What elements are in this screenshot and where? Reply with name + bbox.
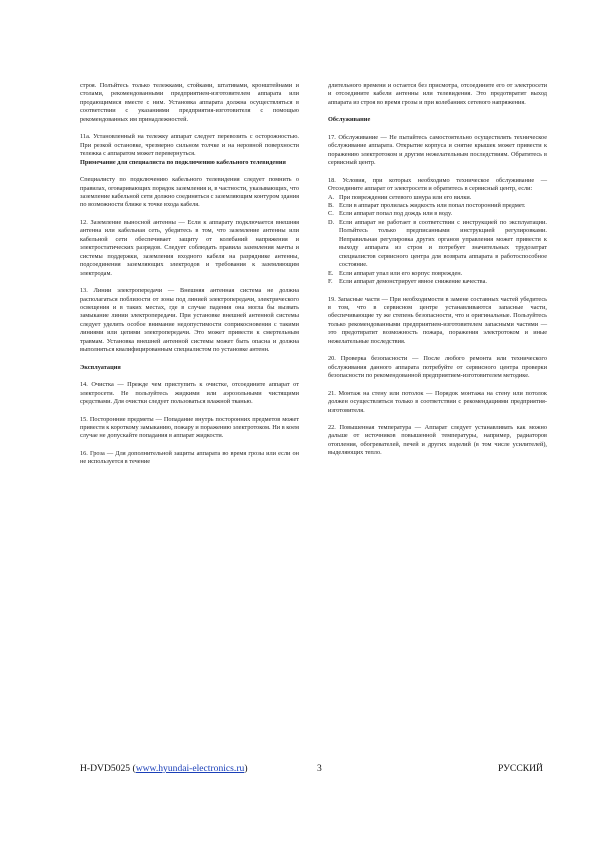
paragraph-18-service-conditions: 18. Условия, при которых необходимо техническое обслуживание — Отсоедините аппарат от электросети и обратитесь в сервисный центр, если: (328, 176, 547, 193)
paragraph-storm-continued: длительного времени и остается без присмотра, отсоедините его от электросети и отсоедините кабели антенны или телевидения. Это предотвратит выход аппарата из строя во время грозы и при колебаниях сетевого напряжения. (328, 82, 547, 106)
list-text: Если в аппарат пролилась жидкость или попал посторонний предмет. (339, 201, 526, 209)
list-marker: A. (328, 193, 335, 201)
paragraph-21-mounting: 21. Монтаж на стену или потолок — Порядок монтажа на стену или потолок должен осуществляться только в соответствии с рекомендациями предприятия-изготовителя. (328, 389, 547, 414)
language-label: РУССКИЙ (498, 763, 543, 774)
list-marker: B. (328, 201, 334, 209)
footer-model: H-DVD5025 (www.hyundai-electronics.ru) (80, 763, 248, 774)
paragraph-20-safety-check: 20. Проверка безопасности — После любого ремонта или технического обслуживания данного аппарата потребуйте от сервисного центра проверки безопасности по рекомендованной предприятием-изготовителем методике. (328, 355, 547, 380)
list-text: Если аппарат попал под дождь или в воду. (339, 210, 453, 218)
paragraph-16-storm: 16. Гроза — Для дополнительной защиты аппарата во время грозы или если он не используется в течение (80, 449, 299, 466)
paragraph-15-objects: 15. Посторонние предметы — Попадание внутрь посторонних предметов может привести к короткому замыканию, пожару и поражению электротоком. Ни в коем случае не допускайте попадания в аппарат жидкости. (80, 415, 299, 440)
paragraph-cable-grounding: Специалисту по подключению кабельного телевидения следует помнить о правилах, оговаривающих порядок заземления и, в частности, указывающих, что заземление кабельной сети должно соединяться с заземляющим контуром здания по возможности ближе к точке входа кабеля. (80, 176, 299, 209)
paragraph-13-power-lines: 13. Линии электропередачи — Внешняя антенная система не должна располагаться поблизости от зоны под линией электропередачи, электрического освещения и в таких местах, где в случае падения она могла бы вызвать замыкание линии электропередачи. При установке внешней антенной системы следует уделить особое внимание недопустимости соприкосновения с такими линиями или цепями электропередачи. Это может привести к смертельным травмам. Установка внешней антенной системы может быть опасна и должна выполняться квалифицированным специалистом по установке антенн. (80, 287, 299, 354)
list-item (328, 219, 547, 270)
list-text: Если аппарат упал или его корпус поврежден. (339, 269, 463, 277)
paragraph-stands: строя. Полъйтесь только тележками, стойками, штативами, кронштейнами и столами, рекомендованными предприятием-изготовителем аппарата или продающимися вместе с ним. Установка аппарата должна осуществляться в соответствии с указаниями предприятия-изготовителя с помощью рекомендованных им принадлежностей. (80, 82, 299, 123)
paragraph-14-cleaning: 14. Очистка — Прежде чем приступить к очистке, отсоедините аппарат от электросети. Не пользуйтесь жидкими или аэрозольными чистящими средствами. Для очистки следует пользоваться влажной тканью. (80, 381, 299, 406)
heading-cable-note: Примечание для специалиста по подключению кабельного телевидения (80, 158, 286, 166)
list-marker: C. (328, 210, 334, 218)
list-item (328, 210, 547, 218)
right-column (328, 82, 547, 458)
service-conditions-list (328, 194, 547, 287)
paragraph-11a-cart: 11а. Установленный на тележку аппарат следует перевозить с осторожностью. При резкой остановке, чрезмерно сильном толчке и на неровной поверхности тележка с аппаратом может перевернуться. (80, 133, 299, 158)
paragraph-12-antenna-grounding: 12. Заземление выносной антенны — Если к аппарату подключается внешняя антенна или кабельная сеть, убедитесь в том, что заземление антенны или кабельной сети обеспечивает защиту от колебаний напряжения и электростатических разрядов. Следует соблюдать правила заземления мачты и системы поддержки, заземления входного кабеля на разряднике антенны, подсоединения заземляющих электродов и требования к заземляющим электродам. (80, 218, 299, 277)
list-text: Если аппарат демонстрирует явное снижение качества. (339, 278, 487, 286)
list-marker: D. (328, 218, 335, 226)
paragraph-19-spare-parts: 19. Запасные части — При необходимости в замене составных частей убедитесь в том, что в сервисном центре устанавливаются запасные части, обеспечивающие ту же степень безопасности, что и оригинальные. Пользуйтесь только рекомендованными предприятием-изготовителем запасными частями — это предотвратит возможность пожара, поражения электротоком и иные нежелательные последствия. (328, 295, 547, 345)
left-column (80, 82, 299, 467)
list-text: При повреждении сетевого шнура или его вилки. (339, 193, 472, 201)
page-footer (80, 763, 545, 775)
paragraph-22-temperature: 22. Повышенная температура — Аппарат следует устанавливать как можно дальше от источников повышенной температуры, например, радиаторов отопления, обогревателей, печей и других изделий (в том числе усилителей), выделяющих тепло. (328, 423, 547, 457)
website-link[interactable]: www.hyundai-electronics.ru (135, 763, 245, 774)
list-item (328, 270, 547, 278)
list-marker: E. (328, 269, 334, 277)
heading-service: Обслуживание (328, 116, 371, 124)
document-page (80, 82, 545, 772)
list-item (328, 278, 547, 286)
model-name: H-DVD5025 (80, 763, 131, 774)
list-text: Если аппарат не работает в соответствии с инструкцией по эксплуатации. Полъйтесь только предписанными инструкцией регулировками. Неправильная регулировка других органов управления может привести к выходу аппарата из строя и потребует значительных трудозатрат специалистов сервисного центра для возврата аппарата в работоспособное состояние. (339, 218, 547, 269)
heading-operation: Эксплуатация (80, 363, 121, 371)
list-marker: F. (328, 278, 333, 286)
paragraph-17-service: 17. Обслуживание — Не пытайтесь самостоятельно осуществлять техническое обслуживание аппарата. Открытие корпуса и снятие крышек может привести к поражению электротоком и другим нежелательным последствиям. Обратитесь в сервисный центр. (328, 133, 547, 167)
list-item (328, 202, 547, 210)
page-number: 3 (317, 763, 322, 774)
list-item (328, 194, 547, 202)
